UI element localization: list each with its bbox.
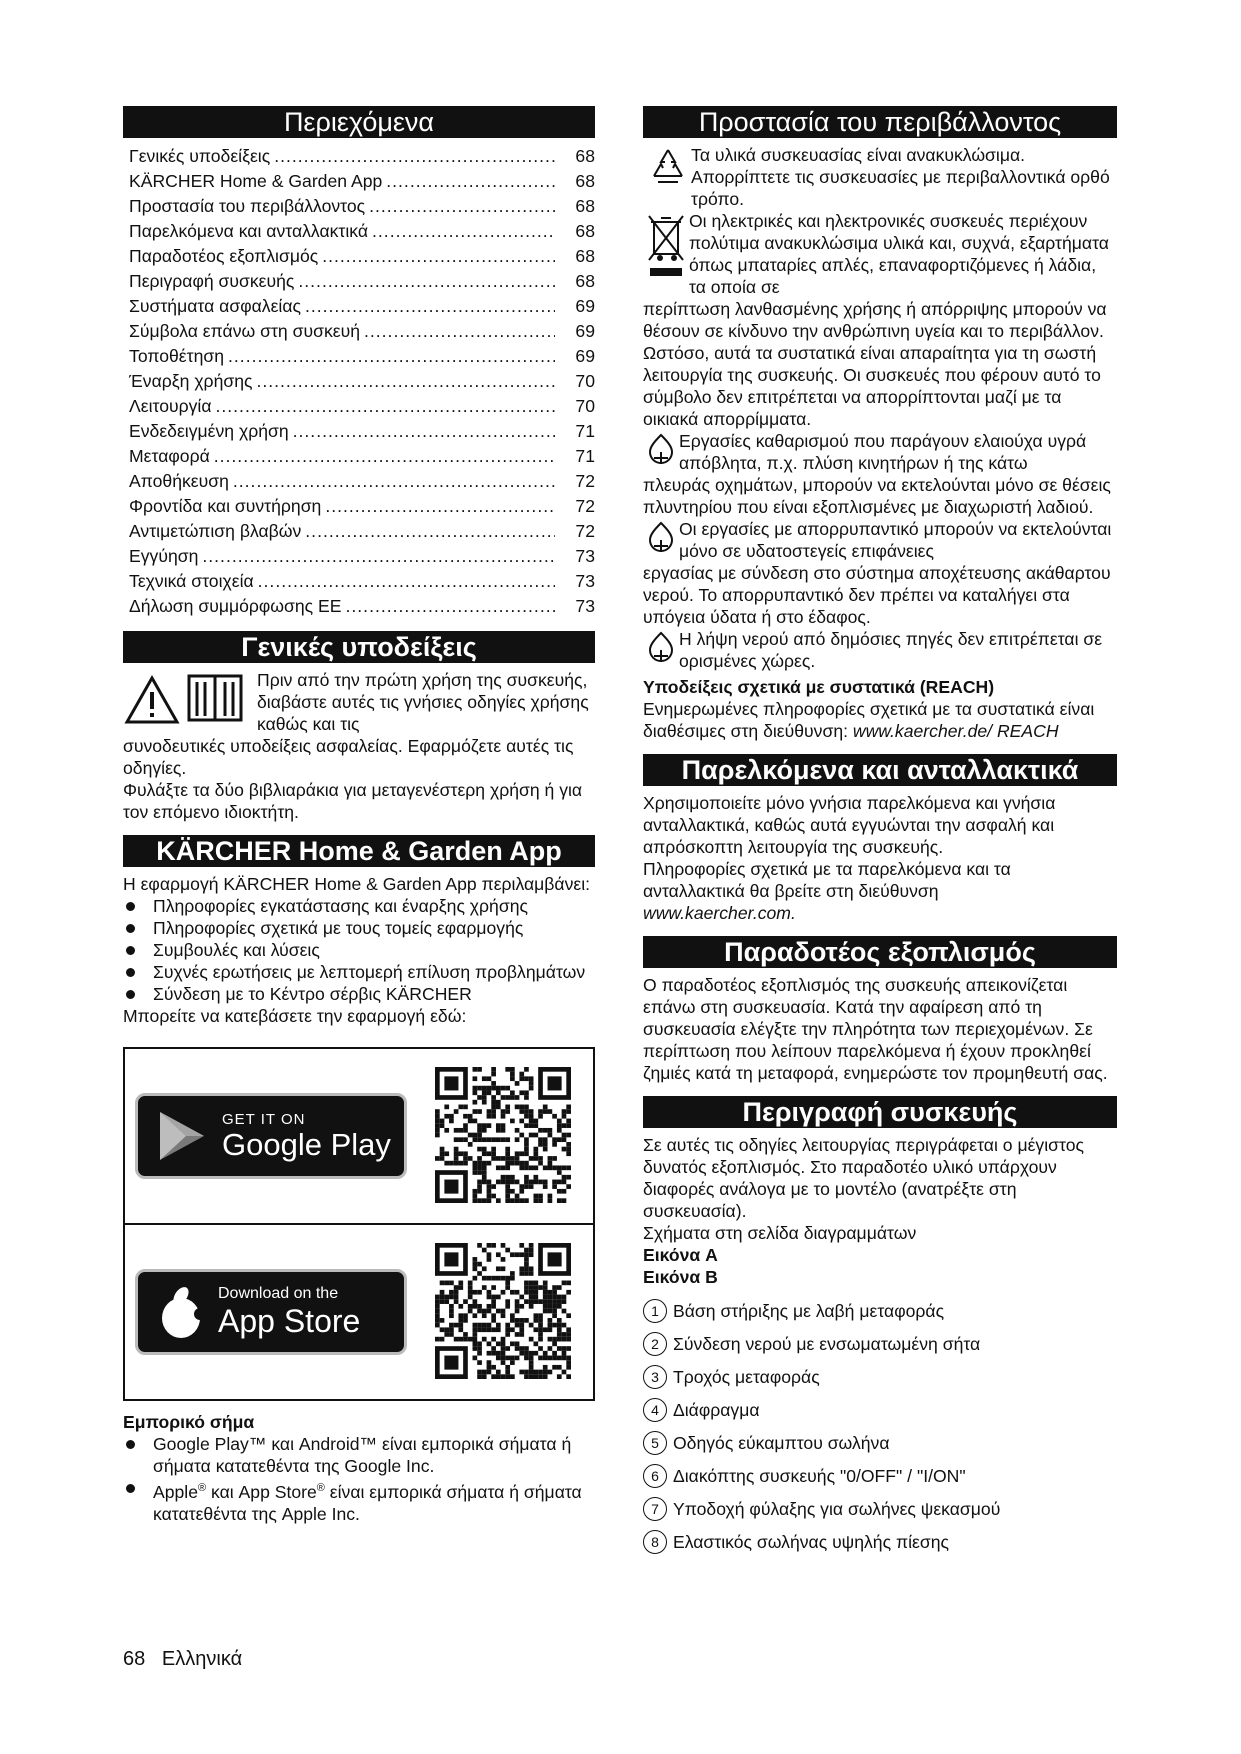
toc-item-title: Τοποθέτηση bbox=[129, 346, 225, 366]
toc-item-page: 68 bbox=[575, 246, 595, 266]
toc-item-title: Μεταφορά bbox=[129, 446, 210, 466]
list-item bbox=[643, 1327, 1117, 1360]
general-heading: Γενικές υποδείξεις bbox=[123, 631, 595, 663]
app-store-panel bbox=[125, 1225, 593, 1399]
toc-item-page: 69 bbox=[575, 296, 595, 316]
list-item: Apple® και App Store® είναι εμπορικά σήματα ή σήματα κατατεθέντα της Apple Inc. bbox=[123, 1477, 595, 1525]
general-text-1: συνοδευτικές υποδείξεις ασφαλείας. Εφαρμόζετε αυτές τις οδηγίες. bbox=[123, 736, 574, 778]
callout-number: 7 bbox=[643, 1497, 667, 1521]
google-play-qr-code[interactable] bbox=[435, 1067, 571, 1203]
app-intro: Η εφαρμογή KÄRCHER Home & Garden App περιλαμβάνει: bbox=[123, 874, 591, 894]
left-column bbox=[123, 106, 595, 1525]
app-store-badge[interactable]: Download on the App Store bbox=[135, 1269, 407, 1355]
toc-item[interactable] bbox=[123, 144, 595, 169]
toc-item-title: Γενικές υποδείξεις bbox=[129, 146, 271, 166]
toc-item-page: 73 bbox=[575, 596, 595, 616]
recycling-icon bbox=[645, 146, 691, 210]
description-text-2: Σχήματα στη σελίδα διαγραμμάτων bbox=[643, 1223, 917, 1243]
list-item bbox=[643, 1393, 1117, 1426]
google-play-icon bbox=[152, 1108, 212, 1164]
toc-item[interactable] bbox=[123, 494, 595, 519]
accessories-link[interactable]: www.kaercher.com. bbox=[643, 903, 796, 923]
manual-book-icon bbox=[185, 673, 245, 735]
component-label: Διακόπτης συσκευής "0/OFF" / "I/ON" bbox=[673, 1465, 966, 1486]
detergent-notice bbox=[643, 518, 1117, 562]
toc-item[interactable] bbox=[123, 594, 595, 619]
right-column bbox=[643, 106, 1117, 1558]
component-label: Τροχός μεταφοράς bbox=[673, 1366, 820, 1387]
toc-item-page: 68 bbox=[575, 146, 595, 166]
toc-item[interactable] bbox=[123, 169, 595, 194]
toc-item-title: Σύμβολα επάνω στη συσκευή bbox=[129, 321, 360, 341]
component-label: Υποδοχή φύλαξης για σωλήνες ψεκασμού bbox=[673, 1498, 1001, 1519]
toc-item-page: 68 bbox=[575, 196, 595, 216]
component-label: Ελαστικός σωλήνας υψηλής πίεσης bbox=[673, 1531, 949, 1552]
accessories-text-2: Πληροφορίες σχετικά με τα παρελκόμενα και τα ανταλλακτικά θα βρείτε στη διεύθυνση bbox=[643, 859, 1011, 901]
accessories-text-1: Χρησιμοποιείτε μόνο γνήσια παρελκόμενα και γνήσια ανταλλακτικά, καθώς αυτά εγγυώνται την ασφαλή και απρόσκοπτη λειτουργία της συσκευής. bbox=[643, 793, 1056, 857]
toc-item-title: Φροντίδα και συντήρηση bbox=[129, 496, 322, 516]
accessories-heading: Παρελκόμενα και ανταλλακτικά bbox=[643, 754, 1117, 786]
warning-triangle-icon bbox=[123, 675, 181, 735]
apple-logo-icon bbox=[156, 1284, 206, 1340]
toc-item-page: 70 bbox=[575, 396, 595, 416]
figure-b-label: Εικόνα B bbox=[643, 1267, 718, 1287]
toc-item-title: Δήλωση συμμόρφωσης ΕΕ bbox=[129, 596, 342, 616]
toc-item-page: 72 bbox=[575, 471, 595, 491]
toc-item-title: Αποθήκευση bbox=[129, 471, 229, 491]
toc-item[interactable] bbox=[123, 219, 595, 244]
toc-item[interactable] bbox=[123, 469, 595, 494]
list-item: Συμβουλές και λύσεις bbox=[123, 939, 595, 961]
crossed-bin-icon bbox=[643, 212, 689, 298]
toc-item[interactable] bbox=[123, 519, 595, 544]
toc-item-page: 68 bbox=[575, 171, 595, 191]
oil-icon-text: Εργασίες καθαρισμού που παράγουν ελαιούχα υγρά απόβλητα, π.χ. πλύση κινητήρων ή της κάτω bbox=[679, 431, 1087, 473]
toc-item-page: 69 bbox=[575, 321, 595, 341]
toc-item-page: 71 bbox=[575, 446, 595, 466]
toc-item[interactable] bbox=[123, 194, 595, 219]
app-features-list bbox=[123, 895, 595, 1005]
toc-heading: Περιεχόμενα bbox=[123, 106, 595, 138]
description-text-1: Σε αυτές τις οδηγίες λειτουργίας περιγράφεται ο μέγιστος δυνατός εξοπλισμός. Στο παραδοτέο υλικό υπάρχουν διαφορές ανάλογα με το μοντέλο (ανατρέξτε στη συσκευασία). bbox=[643, 1135, 1084, 1221]
recycle-text: Τα υλικά συσκευασίας είναι ανακυκλώσιμα. Απορρίπτετε τις συσκευασίες με περιβαλλοντικά ορθό τρόπο. bbox=[691, 145, 1110, 209]
component-label: Οδηγός εύκαμπτου σωλήνα bbox=[673, 1432, 890, 1453]
toc-item-title: Παραδοτέος εξοπλισμός bbox=[129, 246, 319, 266]
toc-item-page: 73 bbox=[575, 546, 595, 566]
toc-item-page: 68 bbox=[575, 271, 595, 291]
toc-item-title: Έναρξη χρήσης bbox=[129, 371, 253, 391]
callout-number: 6 bbox=[643, 1464, 667, 1488]
environment-drop-icon bbox=[643, 432, 679, 474]
weee-text: περίπτωση λανθασμένης χρήσης ή απόρριψης μπορούν να θέσουν σε κίνδυνο την ανθρώπινη υγεία και το περιβάλλον. Ωστόσο, αυτά τα συστατικά είναι απαραίτητα για τη σωστή λειτουργία της συσκευής. Οι συσκευές που φέρουν αυτό το σύμβολο δεν επιτρέπεται να απορρίπτονται μαζί με τα οικιακά απορρίμματα. bbox=[643, 299, 1107, 429]
trademark-title: Εμπορικό σήμα bbox=[123, 1412, 255, 1432]
toc-item-page: 69 bbox=[575, 346, 595, 366]
weee-notice bbox=[643, 210, 1117, 298]
toc-item[interactable] bbox=[123, 369, 595, 394]
list-item bbox=[643, 1459, 1117, 1492]
app-download-text: Μπορείτε να κατεβάσετε την εφαρμογή εδώ: bbox=[123, 1006, 467, 1026]
environment-drop-icon bbox=[643, 520, 679, 562]
description-heading: Περιγραφή συσκευής bbox=[643, 1096, 1117, 1128]
callout-number: 3 bbox=[643, 1365, 667, 1389]
callout-number: 2 bbox=[643, 1332, 667, 1356]
env-heading: Προστασία του περιβάλλοντος bbox=[643, 106, 1117, 138]
water-notice bbox=[643, 628, 1117, 672]
reach-link[interactable]: www.kaercher.de/ REACH bbox=[852, 721, 1059, 741]
recycle-notice bbox=[643, 144, 1117, 210]
detergent-text: εργασίας με σύνδεση στο σύστημα αποχέτευσης ακάθαρτου νερού. Το απορρυπαντικό δεν πρέπει να καταλήγει στα υπόγεια ύδατα ή στο έδαφος. bbox=[643, 563, 1111, 627]
page-number: 68 bbox=[123, 1648, 146, 1670]
list-item: Πληροφορίες εγκατάστασης και έναρξης χρήσης bbox=[123, 895, 595, 917]
toc-item[interactable] bbox=[123, 419, 595, 444]
toc-item-page: 71 bbox=[575, 421, 595, 441]
toc-item[interactable] bbox=[123, 244, 595, 269]
page-footer bbox=[123, 1648, 242, 1671]
toc-item[interactable] bbox=[123, 269, 595, 294]
toc-item-title: Συστήματα ασφαλείας bbox=[129, 296, 301, 316]
list-item: Πληροφορίες σχετικά με τους τομείς εφαρμογής bbox=[123, 917, 595, 939]
toc-item[interactable] bbox=[123, 319, 595, 344]
component-label: Σύνδεση νερού με ενσωματωμένη σήτα bbox=[673, 1333, 981, 1354]
google-play-badge[interactable]: GET IT ON Google Play bbox=[135, 1093, 407, 1179]
general-text-2: Φυλάξτε τα δύο βιβλιαράκια για μεταγενέστερη χρήση ή για τον επόμενο ιδιοκτήτη. bbox=[123, 780, 583, 822]
scope-heading: Παραδοτέος εξοπλισμός bbox=[643, 936, 1117, 968]
general-icon-text: Πριν από την πρώτη χρήση της συσκευής, διαβάστε αυτές τις γνήσιες οδηγίες χρήσης καθώς και τις bbox=[257, 670, 589, 734]
toc-item-page: 72 bbox=[575, 496, 595, 516]
component-label: Διάφραγμα bbox=[673, 1399, 760, 1420]
environment-drop-icon bbox=[643, 630, 679, 672]
table-of-contents bbox=[123, 144, 595, 619]
reach-text: Ενημερωμένες πληροφορίες σχετικά με τα συστατικά είναι διαθέσιμες στη διεύθυνση: www.kaercher.de/ REACH bbox=[643, 699, 1095, 741]
list-item bbox=[643, 1294, 1117, 1327]
toc-item-title: Τεχνικά στοιχεία bbox=[129, 571, 254, 591]
toc-item-title: Εγγύηση bbox=[129, 546, 199, 566]
callout-number: 8 bbox=[643, 1530, 667, 1554]
list-item bbox=[643, 1360, 1117, 1393]
app-store-box bbox=[123, 1047, 595, 1401]
list-item bbox=[643, 1525, 1117, 1558]
reach-title: Υποδείξεις σχετικά με συστατικά (REACH) bbox=[643, 677, 995, 697]
general-notice bbox=[123, 669, 595, 735]
callout-number: 4 bbox=[643, 1398, 667, 1422]
list-item bbox=[643, 1492, 1117, 1525]
toc-item-title: Παρελκόμενα και ανταλλακτικά bbox=[129, 221, 369, 241]
toc-item-title: Αντιμετώπιση βλαβών bbox=[129, 521, 302, 541]
toc-item-page: 72 bbox=[575, 521, 595, 541]
toc-item-page: 68 bbox=[575, 221, 595, 241]
component-list bbox=[643, 1294, 1117, 1558]
app-heading: KÄRCHER Home & Garden App bbox=[123, 835, 595, 867]
detergent-icon-text: Οι εργασίες με απορρυπαντικό μπορούν να εκτελούνται μόνο σε υδατοστεγείς επιφάνειες bbox=[679, 519, 1112, 561]
app-store-qr-code[interactable] bbox=[435, 1243, 571, 1379]
list-item bbox=[643, 1426, 1117, 1459]
component-label: Βάση στήριξης με λαβή μεταφοράς bbox=[673, 1300, 945, 1321]
toc-item[interactable] bbox=[123, 294, 595, 319]
toc-item[interactable] bbox=[123, 344, 595, 369]
toc-item-page: 70 bbox=[575, 371, 595, 391]
scope-text: Ο παραδοτέος εξοπλισμός της συσκευής απεικονίζεται επάνω στη συσκευασία. Κατά την αφαίρεση από τη συσκευασία ελέγξτε την πληρότητα των περιεχομένων. Σε περίπτωση που λείπουν παρελκόμενα ή έχουν προκληθεί ζημιές κατά τη μεταφορά, ενημερώστε τον προμηθευτή σας. bbox=[643, 975, 1108, 1083]
toc-item[interactable] bbox=[123, 444, 595, 469]
callout-number: 5 bbox=[643, 1431, 667, 1455]
toc-item[interactable] bbox=[123, 544, 595, 569]
toc-item-title: Λειτουργία bbox=[129, 396, 212, 416]
toc-item[interactable] bbox=[123, 394, 595, 419]
toc-item-page: 73 bbox=[575, 571, 595, 591]
google-play-panel bbox=[125, 1049, 593, 1225]
list-item: Google Play™ και Android™ είναι εμπορικά σήματα ή σήματα κατατεθέντα της Google Inc. bbox=[123, 1433, 595, 1477]
list-item: Σύνδεση με το Κέντρο σέρβις KÄRCHER bbox=[123, 983, 595, 1005]
toc-item-title: Περιγραφή συσκευής bbox=[129, 271, 295, 291]
water-text: Η λήψη νερού από δημόσιες πηγές δεν επιτρέπεται σε ορισμένες χώρες. bbox=[679, 629, 1103, 671]
language-label: Ελληνικά bbox=[161, 1648, 243, 1670]
list-item: Συχνές ερωτήσεις με λεπτομερή επίλυση προβλημάτων bbox=[123, 961, 595, 983]
toc-item-title: Ενδεδειγμένη χρήση bbox=[129, 421, 289, 441]
oil-text: πλευράς οχημάτων, μπορούν να εκτελούνται μόνο σε θέσεις πλυντηρίου που είναι εξοπλισμένες με διαχωριστή λαδιού. bbox=[643, 475, 1111, 517]
toc-item[interactable] bbox=[123, 569, 595, 594]
toc-item-title: KÄRCHER Home & Garden App bbox=[129, 171, 383, 191]
weee-icon-text: Οι ηλεκτρικές και ηλεκτρονικές συσκευές περιέχουν πολύτιμα ανακυκλώσιμα υλικά και, συχνά, εξαρτήματα όπως μπαταρίες απλές, επαναφορτιζόμενες ή λάδια, τα οποία σε bbox=[689, 211, 1109, 297]
toc-item-title: Προστασία του περιβάλλοντος bbox=[129, 196, 366, 216]
oil-notice bbox=[643, 430, 1117, 474]
figure-a-label: Εικόνα A bbox=[643, 1245, 718, 1265]
callout-number: 1 bbox=[643, 1299, 667, 1323]
